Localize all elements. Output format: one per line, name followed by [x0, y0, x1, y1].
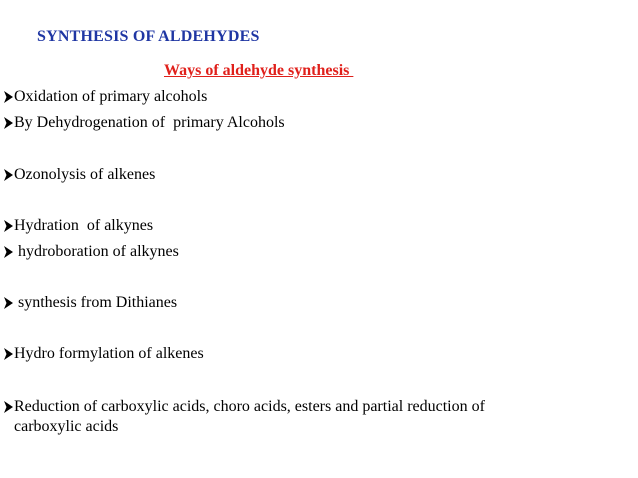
- arrow-bullet-icon: [4, 91, 13, 103]
- bullet-item: [4, 293, 626, 313]
- bullet-text-continued: carboxylic acids: [14, 418, 119, 435]
- bullet-text: Hydration of alkynes: [14, 217, 154, 234]
- arrow-bullet-icon: [4, 246, 13, 258]
- bullet-item: [4, 344, 626, 364]
- bullet-item: [4, 87, 626, 107]
- arrow-bullet-icon: [4, 220, 13, 232]
- bullet-text: Reduction of carboxylic acids, choro acids, esters and partial reduction of: [14, 398, 485, 415]
- bullet-item: [4, 165, 626, 185]
- bullet-text: Ozonolysis of alkenes: [14, 166, 156, 183]
- bullet-item: [4, 113, 626, 133]
- bullet-item: [4, 397, 626, 437]
- arrow-bullet-icon: [4, 297, 13, 309]
- bullet-item: [4, 242, 626, 262]
- arrow-bullet-icon: [4, 117, 13, 129]
- arrow-bullet-icon: [4, 169, 13, 181]
- arrow-bullet-icon: [4, 348, 13, 360]
- bullet-text: By Dehydrogenation of primary Alcohols: [14, 114, 285, 131]
- bullet-text: hydroboration of alkynes: [14, 243, 179, 260]
- bullet-text: Oxidation of primary alcohols: [14, 88, 208, 105]
- bullet-item: [4, 216, 626, 236]
- bullet-text: Hydro formylation of alkenes: [14, 345, 204, 362]
- arrow-bullet-icon: [4, 401, 13, 413]
- bullet-text: synthesis from Dithianes: [14, 294, 178, 311]
- slide-title: SYNTHESIS OF ALDEHYDES: [37, 28, 260, 45]
- slide-subtitle: Ways of aldehyde synthesis: [164, 62, 354, 79]
